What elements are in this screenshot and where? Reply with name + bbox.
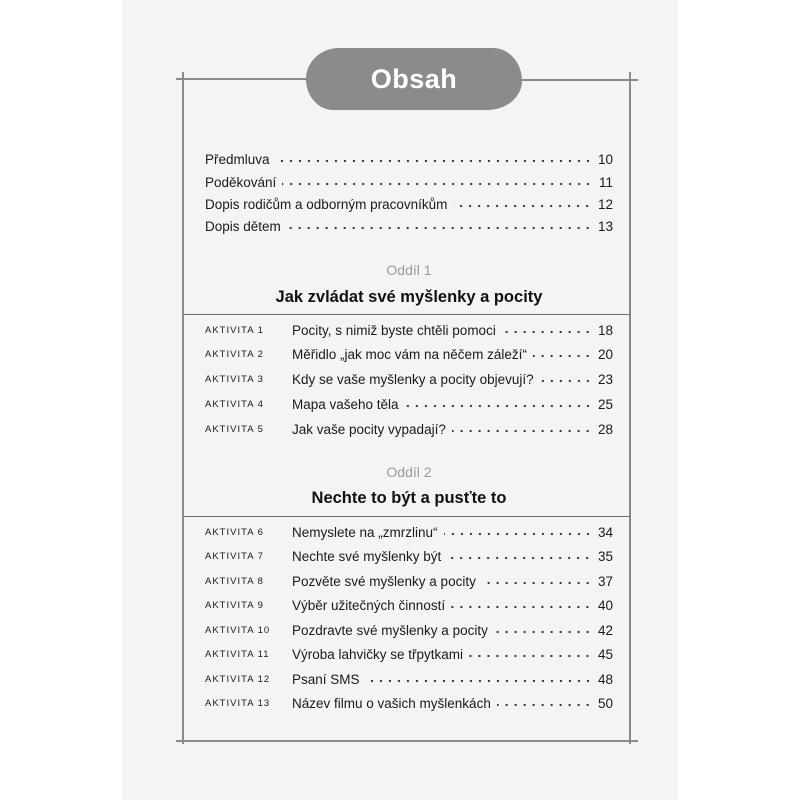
activity-label: Pozdravte své myšlenky a pocity (292, 623, 488, 638)
toc-entry[interactable] (205, 173, 613, 193)
dot-leader (540, 377, 592, 385)
activity-number: AKTIVITA 4 (205, 399, 264, 410)
activity-number: AKTIVITA 6 (205, 527, 264, 538)
activity-label: Pozvěte své myšlenky a pocity (292, 574, 476, 589)
dot-leader (502, 328, 592, 336)
activity-entry[interactable] (205, 420, 613, 440)
dot-leader (453, 202, 592, 210)
frame-top-line-right (522, 79, 638, 81)
activity-label: Název filmu o vašich myšlenkách (292, 696, 491, 711)
activity-page: 18 (597, 323, 613, 338)
dot-leader (452, 427, 592, 435)
dot-leader (497, 701, 592, 709)
activity-label: Výroba lahvičky se třpytkami (292, 647, 464, 662)
section-2-title: Nechte to být a pusťte to (311, 489, 507, 507)
section-1-divider (184, 314, 630, 315)
activity-entry[interactable] (205, 547, 613, 567)
activity-number: AKTIVITA 8 (205, 576, 264, 587)
activity-label: Měřidlo „jak moc vám na něčem záleží“ (292, 347, 527, 362)
activity-entry[interactable] (205, 645, 613, 665)
toc-entry-page: 12 (597, 197, 613, 212)
activity-label: Nemyslete na „zmrzlinu“ (292, 525, 438, 540)
activity-page: 37 (597, 574, 613, 589)
activity-page: 50 (597, 696, 613, 711)
dot-leader (494, 628, 592, 636)
activity-page: 48 (597, 672, 613, 687)
dot-leader (482, 579, 592, 587)
dot-leader (405, 402, 592, 410)
activity-page: 34 (597, 525, 613, 540)
activity-page: 23 (597, 372, 613, 387)
activity-number: AKTIVITA 3 (205, 374, 264, 385)
activity-page: 40 (597, 598, 613, 613)
activity-label: Mapa vašeho těla (292, 397, 399, 412)
activity-label: Kdy se vaše myšlenky a pocity objevují? (292, 372, 534, 387)
activity-number: AKTIVITA 7 (205, 551, 264, 562)
toc-entry[interactable] (205, 195, 613, 215)
dot-leader (451, 603, 592, 611)
dot-leader (287, 224, 592, 232)
section-1-title: Jak zvládat své myšlenky a pocity (275, 288, 543, 306)
toc-entry[interactable] (205, 150, 613, 170)
activity-entry[interactable] (205, 572, 613, 592)
frame-top-line (176, 78, 306, 80)
toc-entry-page: 13 (597, 219, 613, 234)
contents-title-badge (306, 48, 522, 110)
activity-page: 35 (597, 549, 613, 564)
dot-leader (444, 530, 592, 538)
activity-number: AKTIVITA 5 (205, 424, 264, 435)
activity-number: AKTIVITA 2 (205, 349, 264, 360)
activity-page: 45 (597, 647, 613, 662)
activity-number: AKTIVITA 11 (205, 649, 270, 660)
dot-leader (282, 180, 593, 188)
activity-entry[interactable] (205, 345, 613, 365)
activity-number: AKTIVITA 9 (205, 600, 264, 611)
contents-title: Obsah (370, 63, 458, 94)
dot-leader (469, 652, 592, 660)
activity-number: AKTIVITA 10 (205, 625, 271, 636)
toc-entry-label: Předmluva (205, 152, 270, 167)
toc-entry-label: Dopis rodičům a odborným pracovníkům (205, 197, 448, 212)
dot-leader (447, 554, 592, 562)
activity-label: Jak vaše pocity vypadají? (292, 422, 446, 437)
section-2-label: Oddíl 2 (386, 464, 432, 480)
activity-entry[interactable] (205, 670, 613, 690)
activity-page: 28 (597, 422, 613, 437)
activity-entry[interactable] (205, 523, 613, 543)
section-1-label: Oddíl 1 (386, 262, 432, 278)
activity-entry[interactable] (205, 321, 613, 341)
activity-number: AKTIVITA 12 (205, 674, 271, 685)
activity-number: AKTIVITA 13 (205, 698, 271, 709)
toc-entry-page: 10 (597, 152, 613, 167)
section-2-divider (184, 516, 630, 517)
activity-page: 20 (597, 347, 613, 362)
toc-entry-label: Poděkování (205, 175, 277, 190)
dot-leader (366, 677, 592, 685)
activity-label: Nechte své myšlenky být (292, 549, 442, 564)
frame-bottom-line (176, 740, 638, 742)
activity-label: Psaní SMS (292, 672, 360, 687)
frame-right-line (629, 72, 631, 744)
activity-page: 25 (597, 397, 613, 412)
frame-left-line (182, 72, 184, 744)
activity-entry[interactable] (205, 596, 613, 616)
toc-entry-label: Dopis dětem (205, 219, 281, 234)
activity-entry[interactable] (205, 370, 613, 390)
dot-leader (533, 352, 592, 360)
activity-label: Výběr užitečných činností (292, 598, 446, 613)
activity-number: AKTIVITA 1 (205, 325, 264, 336)
activity-page: 42 (597, 623, 613, 638)
activity-entry[interactable] (205, 395, 613, 415)
activity-entry[interactable] (205, 694, 613, 714)
activity-label: Pocity, s nimiž byste chtěli pomoci (292, 323, 496, 338)
toc-entry-page: 11 (598, 175, 613, 190)
dot-leader (276, 157, 592, 165)
toc-entry[interactable] (205, 217, 613, 237)
activity-entry[interactable] (205, 621, 613, 641)
